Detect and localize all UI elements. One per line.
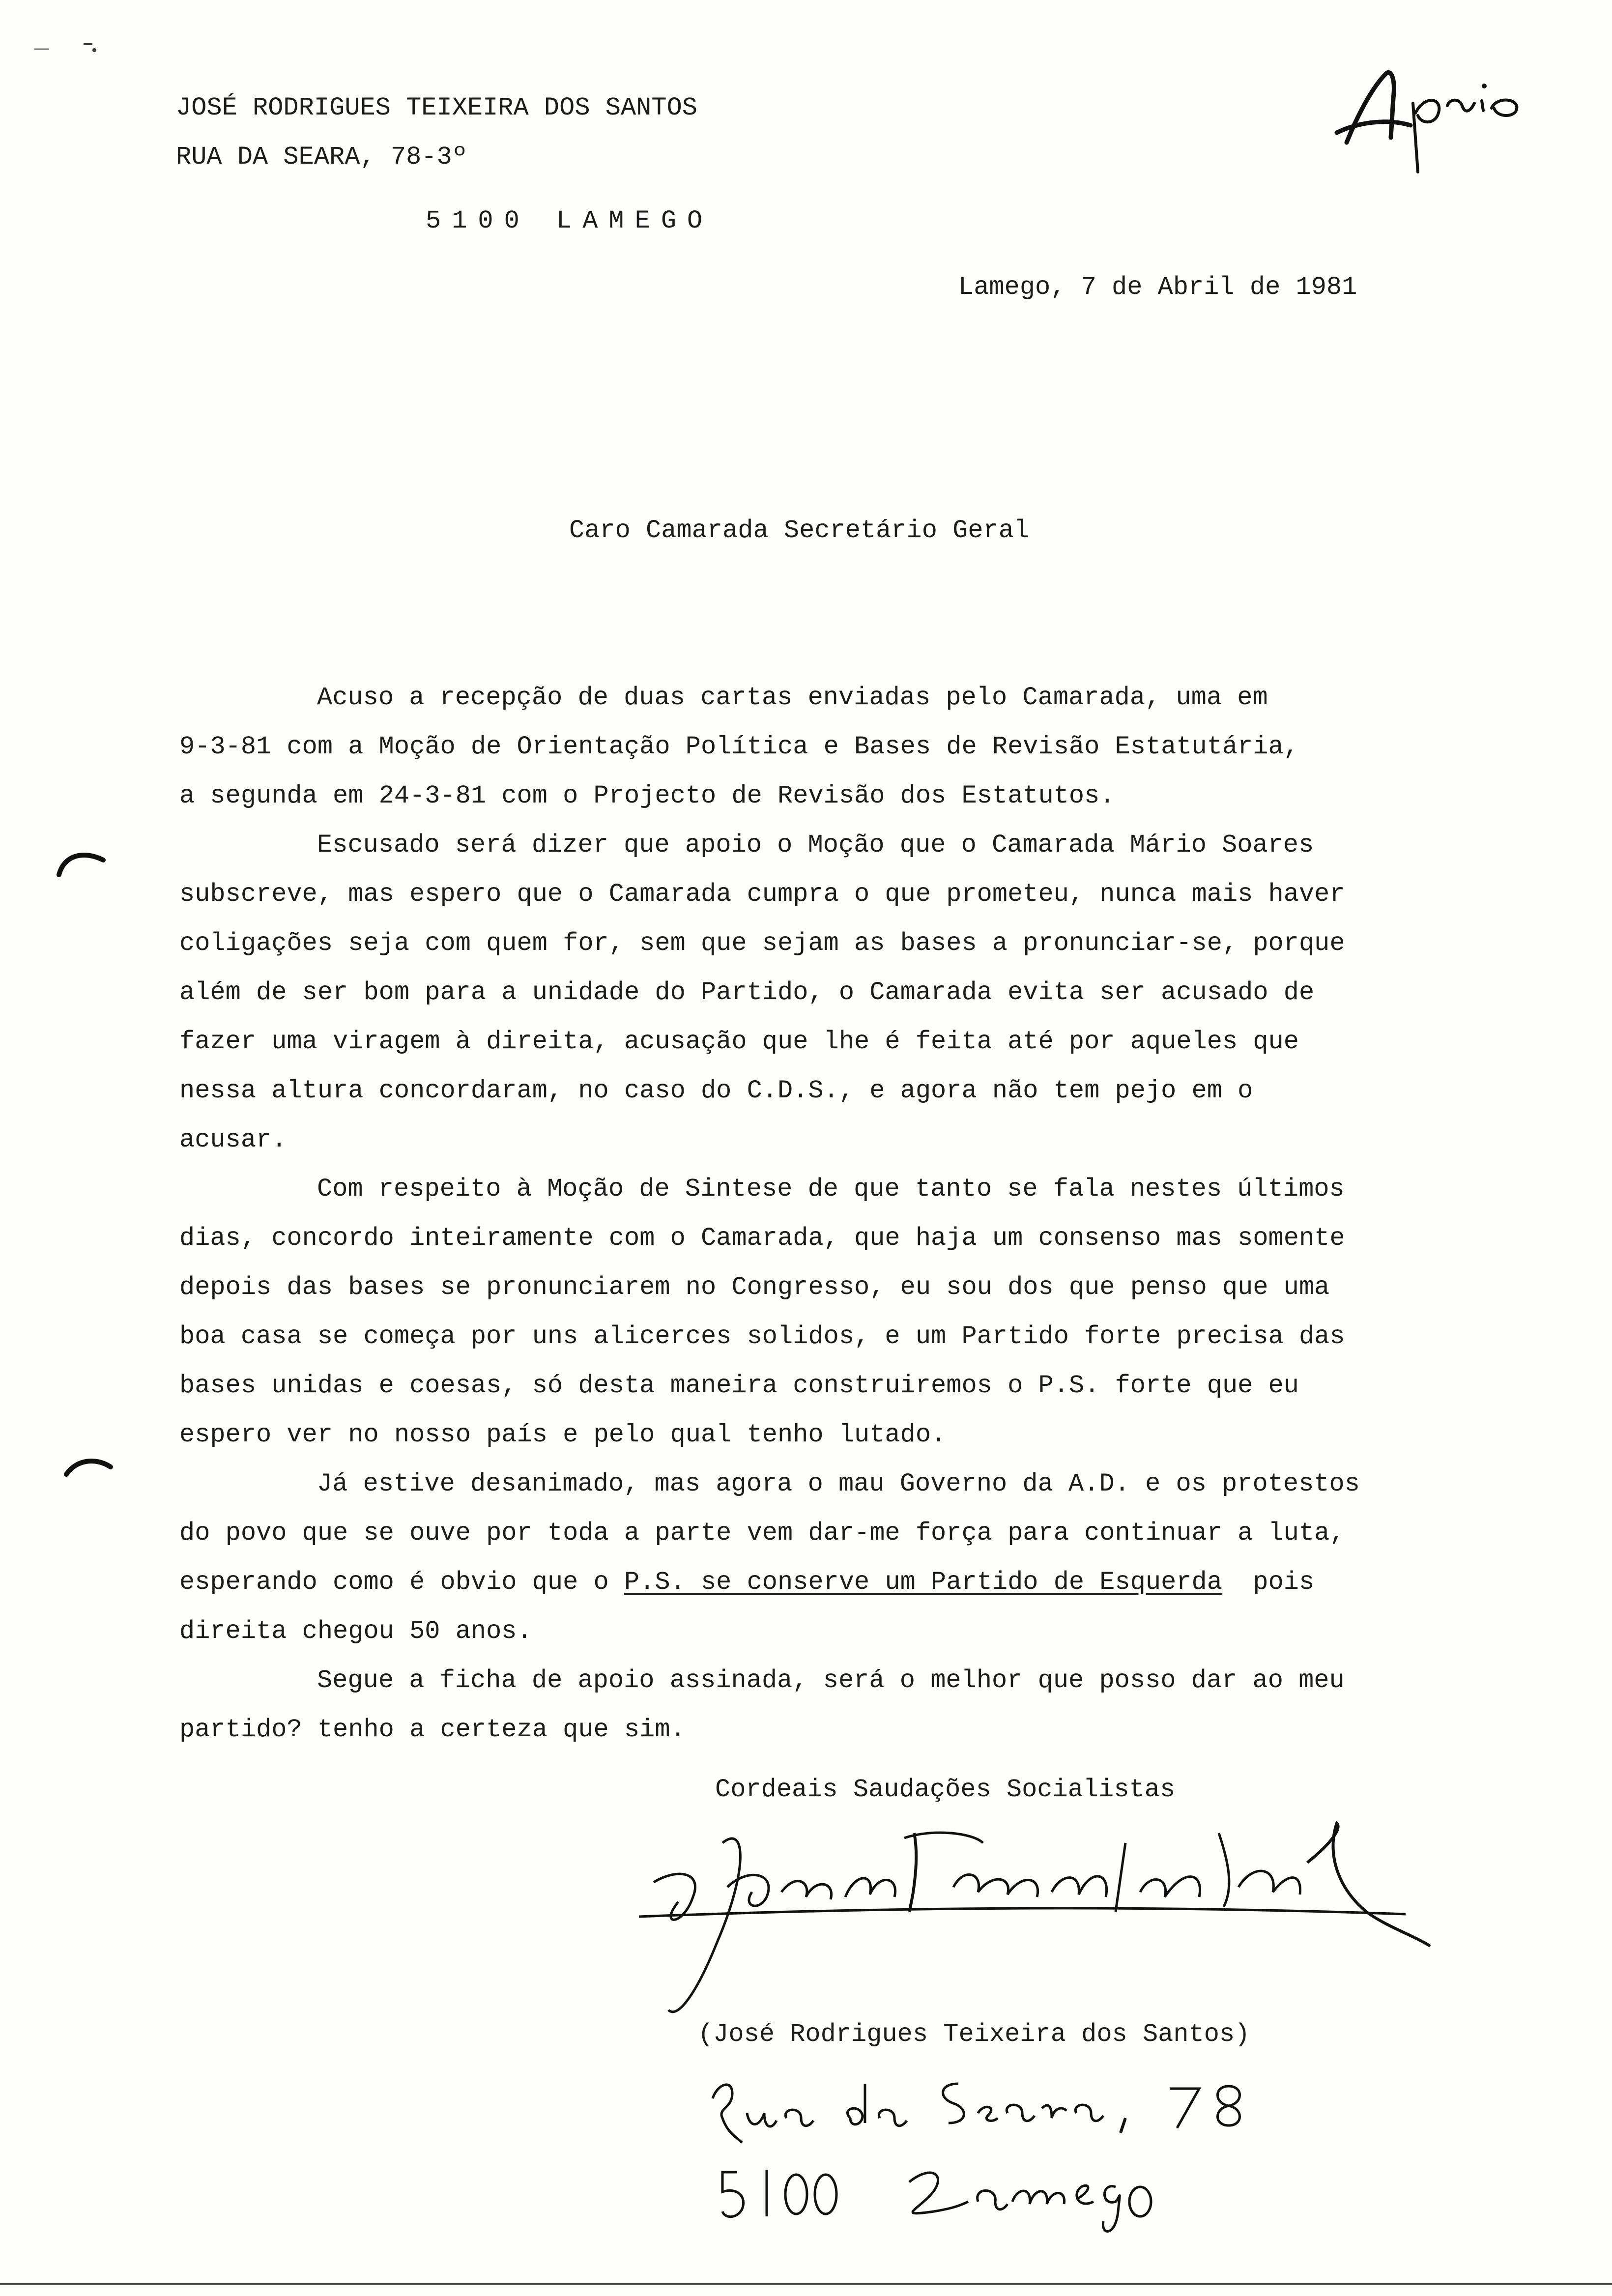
paragraph-line: do povo que se ouve por toda a parte vem dar-me força para continuar a luta, — [179, 1519, 1345, 1548]
salutation: Caro Camarada Secretário Geral — [569, 516, 1030, 545]
signatory-name: (José Rodrigues Teixeira dos Santos) — [698, 2020, 1250, 2049]
closing: Cordeais Saudações Socialistas — [715, 1775, 1176, 1804]
sender-street: RUA DA SEARA, 78-3º — [176, 143, 467, 172]
paragraph-line: boa casa se começa por uns alicerces solidos, e um Partido forte precisa das — [179, 1322, 1345, 1351]
handwritten-address — [703, 2064, 1273, 2251]
paragraph-line: nessa altura concordaram, no caso do C.D.S., e agora não tem pejo em o — [179, 1076, 1253, 1105]
paragraph-line: partido? tenho a certeza que sim. — [179, 1715, 686, 1744]
body-paragraph-3 — [179, 1165, 1546, 1460]
paragraph-line: Já estive desanimado, mas agora o mau Governo da A.D. e os protestos — [317, 1469, 1360, 1498]
body-paragraph-1 — [179, 673, 1546, 821]
paragraph-line: dias, concordo inteiramente com o Camarada, que haja um consenso mas somente — [179, 1224, 1345, 1253]
paragraph-line: Segue a ficha de apoio assinada, será o melhor que posso dar ao meu — [317, 1666, 1345, 1695]
paragraph-line: bases unidas e coesas, só desta maneira construiremos o P.S. forte que eu — [179, 1371, 1299, 1400]
paragraph-line: espero ver no nosso país e pelo qual tenho lutado. — [179, 1420, 947, 1449]
paragraph-line: subscreve, mas espero que o Camarada cumpra o que prometeu, nunca mais haver — [179, 880, 1345, 909]
date-line: Lamego, 7 de Abril de 1981 — [958, 273, 1357, 302]
paragraph-line: Escusado será dizer que apoio o Moção que o Camarada Mário Soares — [317, 831, 1314, 860]
paragraph-line: coligações seja com quem for, sem que sejam as bases a pronunciar-se, porque — [179, 929, 1345, 958]
paragraph-line — [179, 1558, 1546, 1607]
paragraph-text: esperando como é obvio que o — [179, 1568, 624, 1597]
sender-name: JOSÉ RODRIGUES TEIXEIRA DOS SANTOS — [176, 93, 697, 122]
body-paragraph-5 — [179, 1656, 1546, 1754]
margin-mark — [61, 1452, 115, 1487]
sender-city: 5100 LAMEGO — [426, 206, 714, 235]
paragraph-line: Acuso a recepção de duas cartas enviadas pelo Camarada, uma em — [317, 683, 1268, 712]
paragraph-line: acusar. — [179, 1125, 287, 1154]
stray-mark — [29, 34, 98, 64]
paragraph-line: direita chegou 50 anos. — [179, 1617, 532, 1646]
paragraph-line: a segunda em 24-3-81 com o Projecto de Revisão dos Estatutos. — [179, 781, 1115, 810]
apoio-annotation — [1327, 59, 1533, 187]
bottom-rule — [0, 2283, 1612, 2285]
body-paragraph-2 — [179, 821, 1546, 1165]
margin-mark — [54, 845, 108, 885]
paragraph-line: fazer uma viragem à direita, acusação que lhe é feita até por aqueles que — [179, 1027, 1299, 1056]
signature — [619, 1813, 1435, 2030]
underlined-phrase: P.S. se conserve um Partido de Esquerda — [624, 1568, 1222, 1597]
paragraph-text: pois — [1222, 1568, 1315, 1597]
paragraph-line: além de ser bom para a unidade do Partido, o Camarada evita ser acusado de — [179, 978, 1315, 1007]
body-paragraph-4 — [179, 1460, 1546, 1656]
paragraph-line: depois das bases se pronunciarem no Congresso, eu sou dos que penso que uma — [179, 1273, 1330, 1302]
paragraph-line: 9-3-81 com a Moção de Orientação Política e Bases de Revisão Estatutária, — [179, 732, 1299, 761]
paragraph-line: Com respeito à Moção de Sintese de que tanto se fala nestes últimos — [317, 1175, 1345, 1204]
